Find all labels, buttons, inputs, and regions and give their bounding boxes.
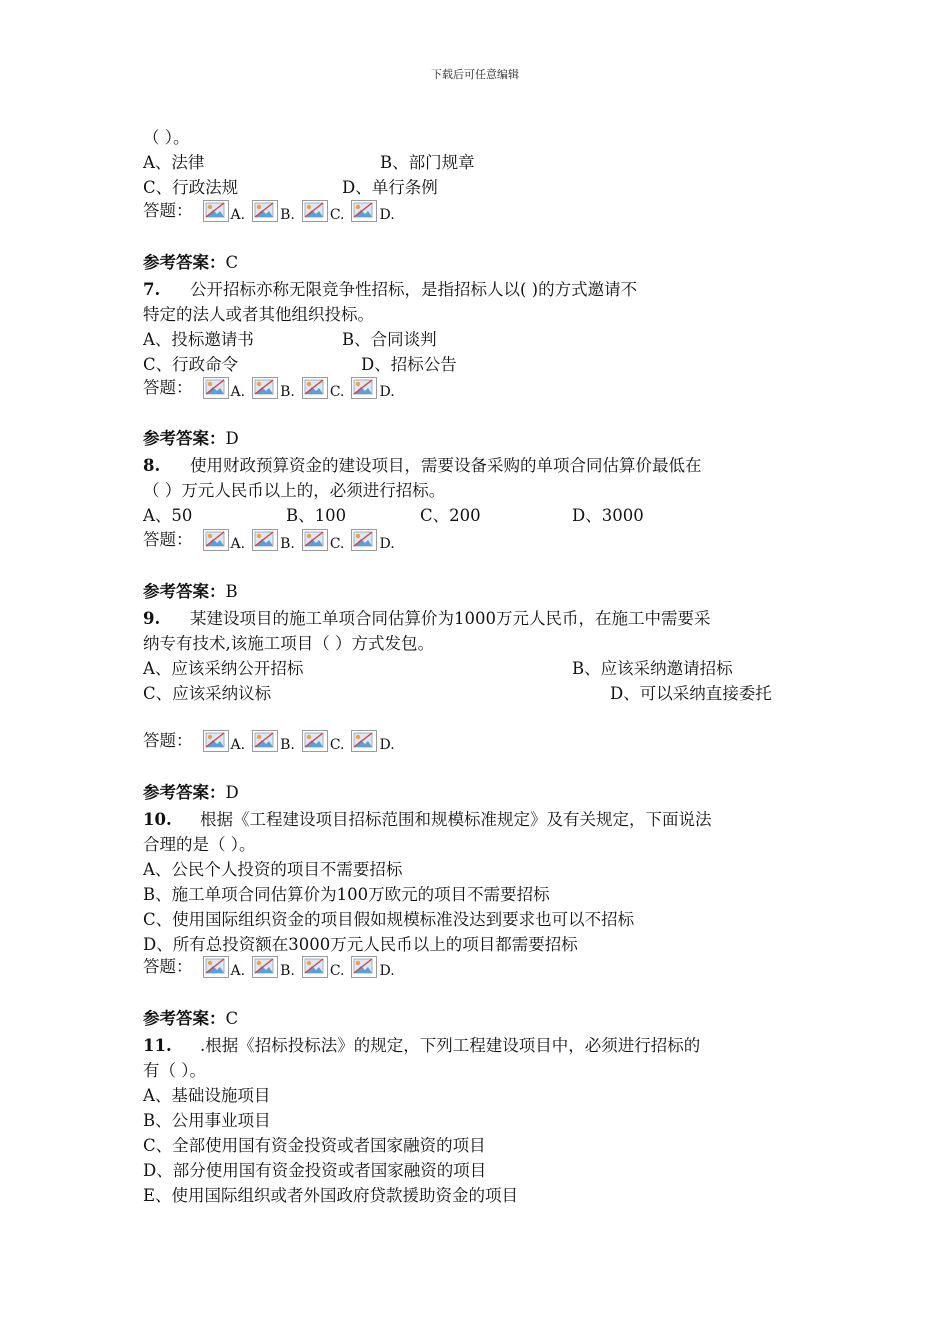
answer-choice-c[interactable] [302,200,345,222]
broken-image-icon [351,200,377,222]
answer-choice-label: C. [329,384,345,400]
answer-choice-c[interactable] [302,529,345,551]
answer-choice-label: A. [230,536,246,552]
answer-choice-d[interactable] [351,200,394,222]
broken-image-icon [351,529,377,551]
broken-image-icon [252,377,278,399]
q10-option-a: A、公民个人投资的项目不需要招标 [143,860,403,879]
q8-line1: 使用财政预算资金的建设项目，需要设备采购的单项合同估算价最低在 [190,456,702,475]
answer-label: 答题： [143,530,193,549]
broken-image-icon [203,377,229,399]
answer-choice-b[interactable] [252,200,295,222]
q11-option-d: D、部分使用国有资金投资或者国家融资的项目 [143,1161,487,1180]
q8-option-c: C、200 [420,506,481,525]
broken-image-icon [203,956,229,978]
answer-choice-label: A. [230,384,246,400]
answer-choice-b[interactable] [252,529,295,551]
q11-line1: .根据《招标投标法》的规定，下列工程建设项目中，必须进行招标的 [200,1036,701,1055]
page-header: 下载后可任意编辑 [431,68,519,81]
broken-image-icon [351,956,377,978]
answer-choice-label: D. [379,207,395,223]
q9-line2: 纳专有技术,该施工项目（ ）方式发包。 [143,634,434,653]
broken-image-icon [351,377,377,399]
ref-answer-label: 参考答案：D [143,783,239,802]
q11-number: 11. [143,1036,172,1055]
answer-row [143,200,402,222]
broken-image-icon [302,956,328,978]
ref-answer-label: 参考答案：D [143,429,239,448]
broken-image-icon [351,730,377,752]
q7-option-d: D、招标公告 [361,355,457,374]
answer-choice-label: B. [280,384,295,400]
answer-choice-a[interactable] [203,730,246,752]
broken-image-icon [302,377,328,399]
q9-number: 9. [143,609,161,628]
answer-choice-label: B. [280,536,295,552]
answer-choice-label: C. [329,963,345,979]
answer-row [143,529,402,551]
answer-choice-label: C. [329,536,345,552]
q11-option-e: E、使用国际组织或者外国政府贷款援助资金的项目 [143,1186,519,1205]
q8-line2: （ ）万元人民币以上的，必须进行招标。 [143,481,446,500]
answer-row [143,956,402,978]
broken-image-icon [252,529,278,551]
broken-image-icon [252,956,278,978]
answer-choice-d[interactable] [351,956,394,978]
answer-row [143,377,402,399]
answer-choice-a[interactable] [203,529,246,551]
answer-choice-b[interactable] [252,377,295,399]
answer-choice-d[interactable] [351,377,394,399]
answer-choice-d[interactable] [351,529,394,551]
answer-choice-label: C. [329,737,345,753]
answer-choice-a[interactable] [203,200,246,222]
answer-choice-label: D. [379,384,395,400]
answer-choice-b[interactable] [252,730,295,752]
q10-line1: 根据《工程建设项目招标范围和规模标准规定》及有关规定，下面说法 [200,810,712,829]
answer-choice-b[interactable] [252,956,295,978]
answer-choice-label: A. [230,963,246,979]
answer-choice-c[interactable] [302,377,345,399]
q7-option-a: A、投标邀请书 [143,330,254,349]
q10-option-d: D、所有总投资额在3000万元人民币以上的项目都需要招标 [143,935,578,954]
q6-option-b: B、部门规章 [380,153,475,172]
q7-line2: 特定的法人或者其他组织投标。 [143,305,374,324]
ref-answer-label: 参考答案：C [143,253,239,272]
q9-option-c: C、应该采纳议标 [143,684,272,703]
answer-choice-label: D. [379,536,395,552]
answer-choice-a[interactable] [203,956,246,978]
q8-option-d: D、3000 [572,506,644,525]
q9-option-a: A、应该采纳公开招标 [143,659,304,678]
answer-label: 答题： [143,201,193,220]
q10-option-b: B、施工单项合同估算价为100万欧元的项目不需要招标 [143,885,550,904]
ref-answer-label: 参考答案：C [143,1009,239,1028]
q10-line2: 合理的是（ ）。 [143,835,256,854]
answer-label: 答题： [143,957,193,976]
answer-choice-label: A. [230,737,246,753]
q6-blank: （ ）。 [143,128,190,147]
answer-choice-label: D. [379,737,395,753]
q10-number: 10. [143,810,172,829]
answer-label: 答题： [143,731,193,750]
answer-choice-c[interactable] [302,956,345,978]
q11-line2: 有（ ）。 [143,1061,206,1080]
q7-option-b: B、合同谈判 [342,330,437,349]
broken-image-icon [203,529,229,551]
answer-choice-label: B. [280,737,295,753]
answer-choice-d[interactable] [351,730,394,752]
answer-choice-label: B. [280,207,295,223]
q8-option-a: A、50 [143,506,193,525]
q11-option-b: B、公用事业项目 [143,1111,271,1130]
broken-image-icon [252,730,278,752]
broken-image-icon [252,200,278,222]
q11-option-c: C、全部使用国有资金投资或者国家融资的项目 [143,1136,486,1155]
answer-choice-label: A. [230,207,246,223]
answer-choice-label: C. [329,207,345,223]
q6-option-c: C、行政法规 [143,178,239,197]
broken-image-icon [302,529,328,551]
q6-option-a: A、法律 [143,153,205,172]
q9-option-b: B、应该采纳邀请招标 [572,659,733,678]
q7-option-c: C、行政命令 [143,355,239,374]
answer-choice-label: D. [379,963,395,979]
broken-image-icon [203,200,229,222]
answer-choice-c[interactable] [302,730,345,752]
q10-option-c: C、使用国际组织资金的项目假如规模标准没达到要求也可以不招标 [143,910,635,929]
broken-image-icon [302,200,328,222]
answer-choice-a[interactable] [203,377,246,399]
answer-row [143,730,402,752]
q8-option-b: B、100 [286,506,347,525]
q7-number: 7. [143,280,161,299]
answer-label: 答题： [143,378,193,397]
ref-answer-label: 参考答案：B [143,582,238,601]
q9-option-d: D、可以采纳直接委托 [610,684,772,703]
answer-choice-label: B. [280,963,295,979]
q9-line1: 某建设项目的施工单项合同估算价为1000万元人民币，在施工中需要采 [190,609,711,628]
q8-number: 8. [143,456,161,475]
broken-image-icon [203,730,229,752]
broken-image-icon [302,730,328,752]
q11-option-a: A、基础设施项目 [143,1086,271,1105]
q6-option-d: D、单行条例 [342,178,438,197]
q7-line1: 公开招标亦称无限竞争性招标，是指招标人以( )的方式邀请不 [190,280,638,299]
